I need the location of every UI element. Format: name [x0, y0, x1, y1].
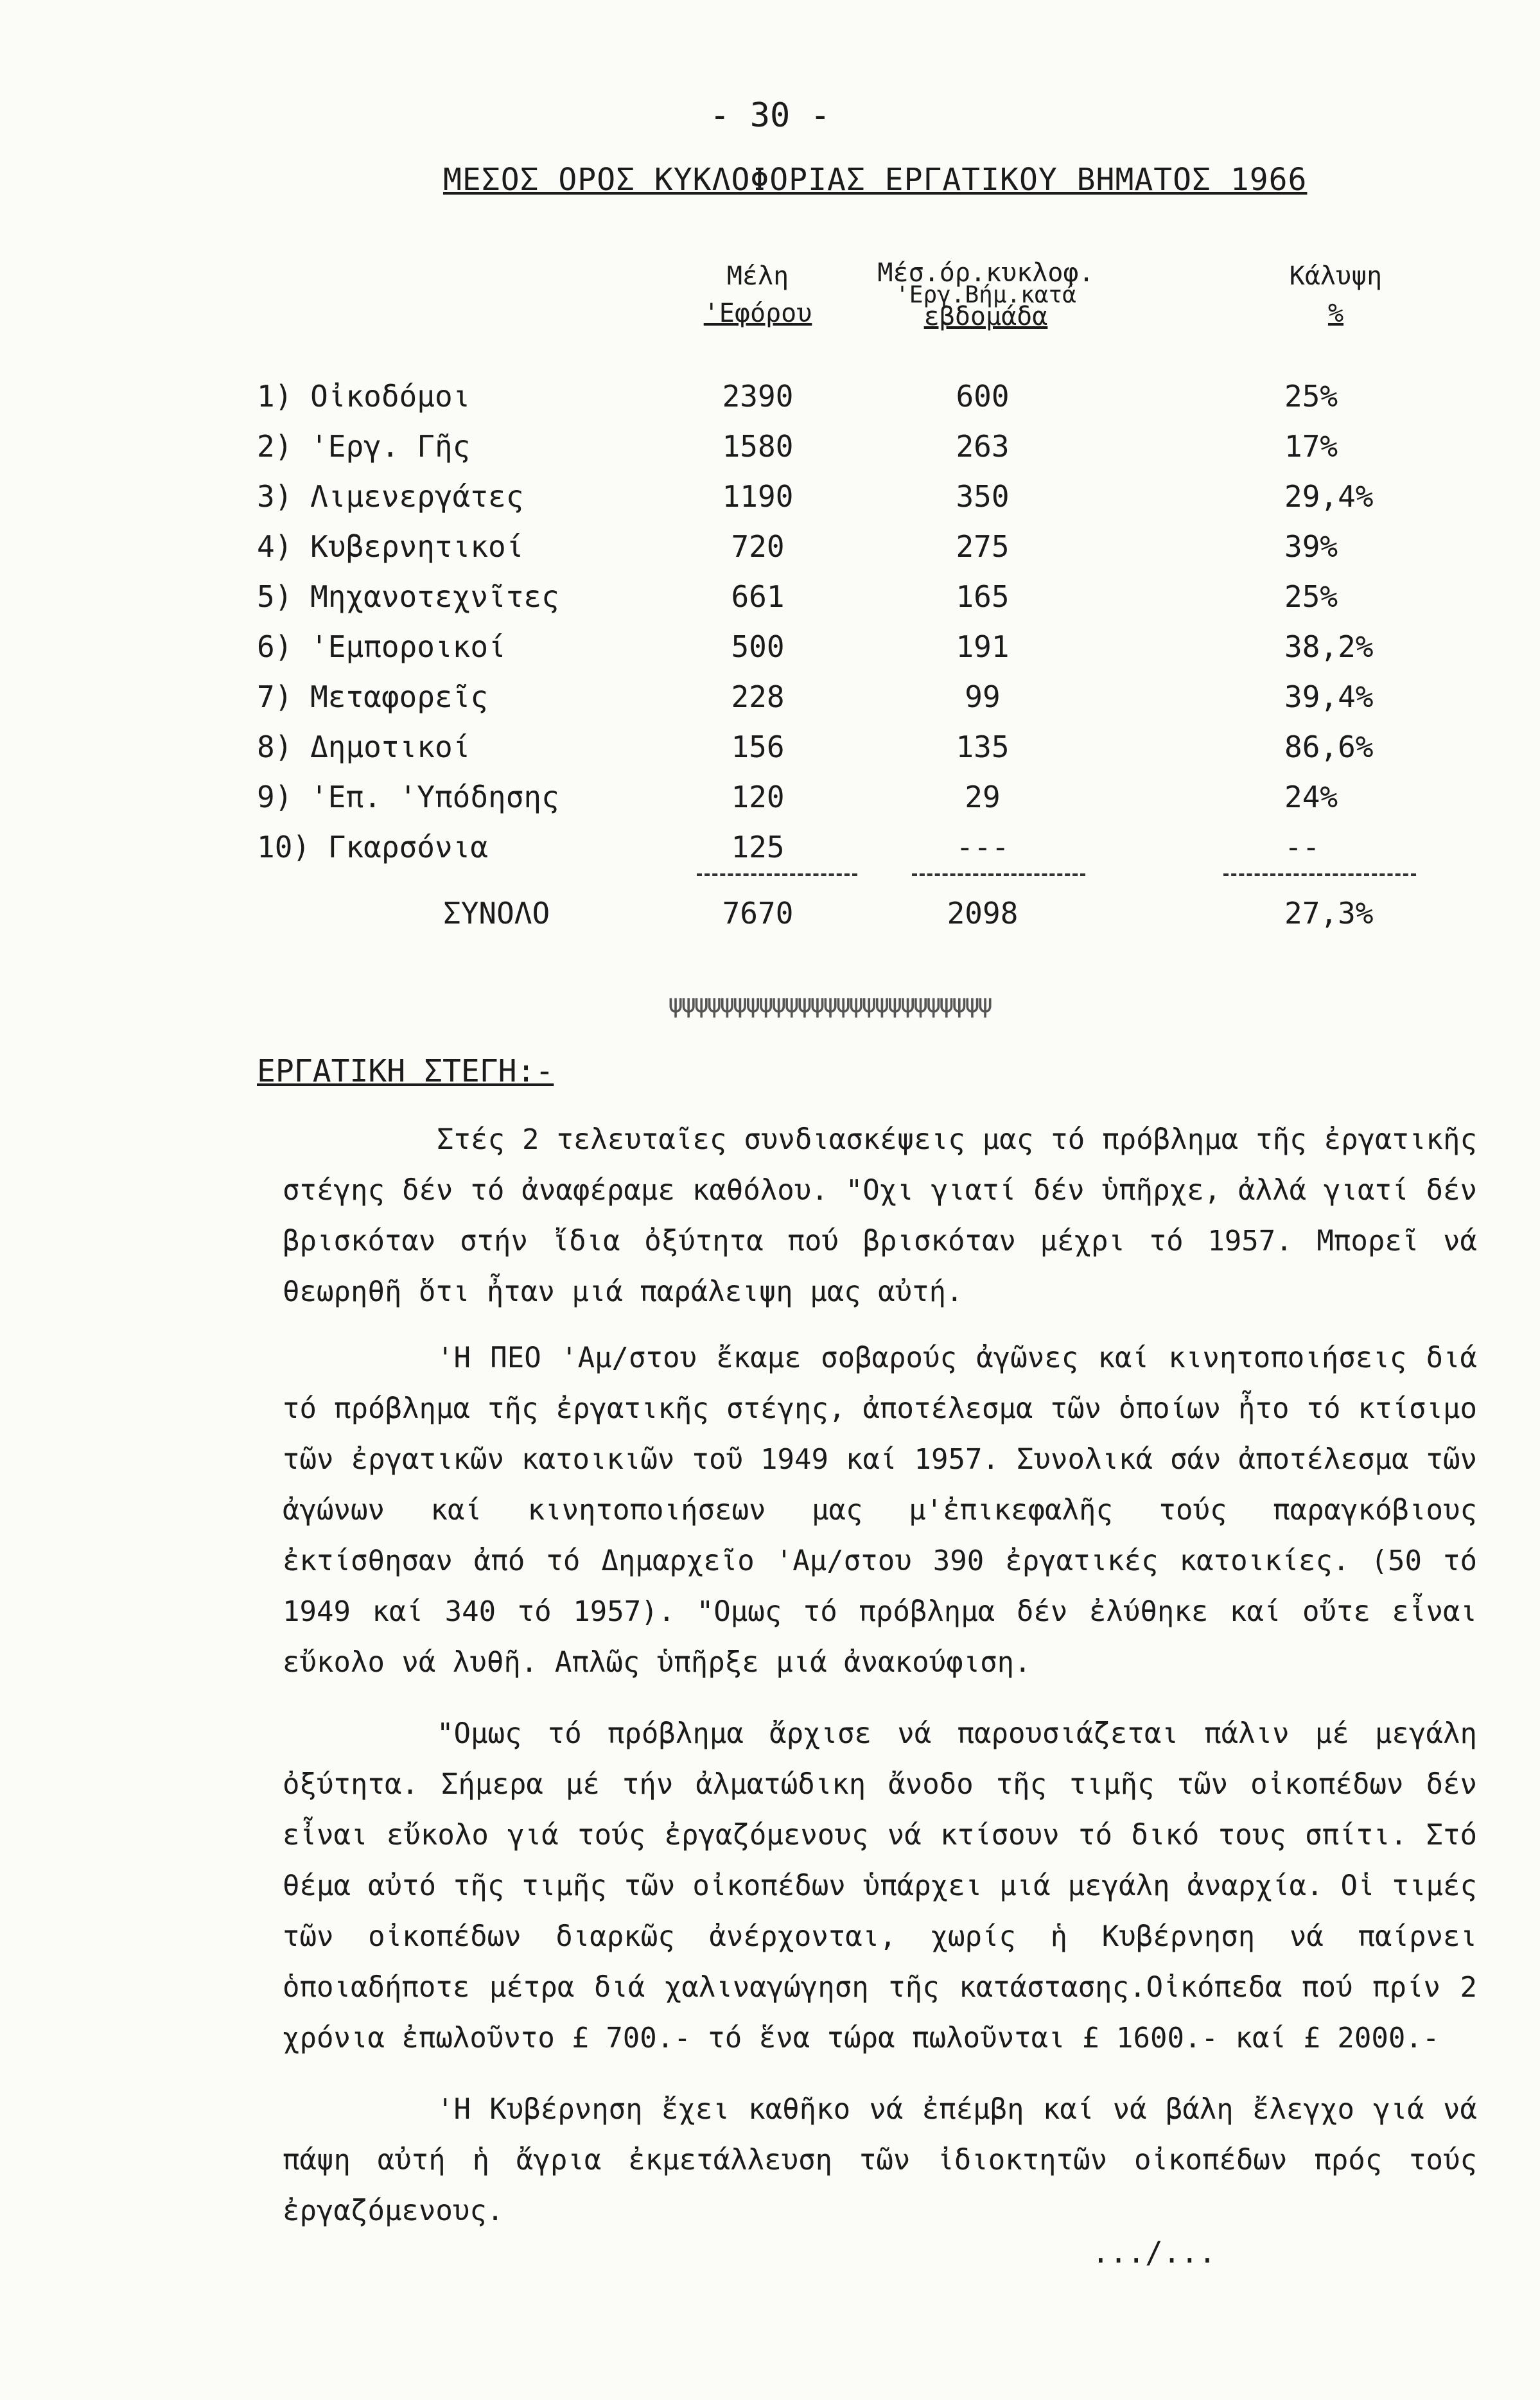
paragraph [283, 1333, 1477, 1688]
table-row [0, 629, 1540, 679]
row-average: 165 [956, 579, 1010, 614]
total-coverage: 27,3% [1284, 896, 1374, 931]
row-name: 8) Δημοτικοί [257, 730, 471, 764]
table-row [0, 429, 1540, 479]
table-row [0, 730, 1540, 780]
paragraph [283, 1708, 1477, 2063]
row-average: 135 [956, 730, 1010, 764]
row-members: 2390 [722, 379, 794, 414]
row-average: 600 [956, 379, 1010, 414]
row-name: 1) Οἰκοδόμοι [257, 379, 471, 414]
row-average: 275 [956, 529, 1010, 564]
table-row [0, 830, 1540, 880]
row-name: 7) Μεταφορεῖς [257, 679, 489, 714]
row-members: 500 [731, 629, 785, 664]
table-row [0, 780, 1540, 830]
total-rule-members [697, 873, 857, 876]
row-average: 263 [956, 429, 1010, 464]
row-members: 120 [731, 780, 785, 814]
row-name: 9) 'Επ. 'Υπόδησης [257, 780, 559, 814]
row-average: --- [956, 830, 1010, 864]
row-name: 2) 'Εργ. Γῆς [257, 429, 471, 464]
header-coverage [1239, 263, 1432, 326]
paragraph-text: 'Η ΠΕΟ 'Αμ/στου ἔκαμε σοβαρούς ἀγῶνες καί κινητοποιήσεις διά τό πρόβλημα τῆς ἐργατικῆς στέγης, ἀποτέλεσμα τῶν ὁποίων ἦτο τό κτίσιμο τῶν ἐργατικῶν κατοικιῶν τοῦ 1949 καί 1957. Συνολικά σάν ἀποτέλεσμα τῶν ἀγώνων καί κινητοποιήσεων μας μ'ἐπικεφαλῆς τούς παραγκόβιους ἐκτίσθησαν ἀπό τό Δημαρχεῖο 'Αμ/στου 390 ἐργατικές κατοικίες. (50 τό 1949 καί 340 τό 1957). "Ομως τό πρόβλημα δέν ἐλύθηκε καί οὔτε εἶναι εὔκολο νά λυθῆ. Απλῶς ὑπῆρξε μιά ἀνακούφιση. [283, 1342, 1477, 1679]
total-rule-average [912, 873, 1085, 876]
row-members: 156 [731, 730, 785, 764]
header-average-line2: 'Εργ.Βήμ.κατά [895, 282, 1076, 308]
total-rule-coverage [1223, 873, 1416, 876]
paragraph [283, 2084, 1477, 2236]
row-members: 1190 [722, 479, 794, 514]
row-average: 191 [956, 629, 1010, 664]
total-members: 7670 [722, 896, 794, 931]
row-members: 1580 [722, 429, 794, 464]
header-coverage-line2: % [1327, 299, 1344, 328]
row-coverage: 29,4% [1284, 479, 1374, 514]
header-coverage-line1: Κάλυψη [1289, 261, 1383, 291]
row-average: 350 [956, 479, 1010, 514]
row-coverage: 39% [1284, 529, 1338, 564]
row-coverage: 25% [1284, 379, 1338, 414]
table-row [0, 679, 1540, 730]
header-average [844, 258, 1127, 331]
header-members [687, 263, 828, 326]
table-title: ΜΕΣΟΣ ΟΡΟΣ ΚΥΚΛΟΦΟΡΙΑΣ ΕΡΓΑΤΙΚΟΥ ΒΗΜΑΤΟΣ 1966 [443, 162, 1308, 198]
row-coverage: 86,6% [1284, 730, 1374, 764]
row-average: 29 [965, 780, 1001, 814]
paragraph [283, 1114, 1477, 1317]
header-average-line1: Μέσ.όρ.κυκλοφ. [877, 258, 1094, 288]
row-coverage: 24% [1284, 780, 1338, 814]
row-members: 125 [731, 830, 785, 864]
row-average: 99 [965, 679, 1001, 714]
decorative-separator: ψψψψψψψψψψψψψψψψψψψψψψψψψ [668, 989, 991, 1019]
paragraph-text: Στές 2 τελευταῖες συνδιασκέψεις μας τό πρόβλημα τῆς ἐργατικῆς στέγης δέν τό ἀναφέραμε καθόλου. "Οχι γιατί δέν ὑπῆρχε, ἀλλά γιατί δέν βρισκόταν στήν ἴδια ὀξύτητα πού βρισκόταν μέχρι τό 1957. Μπορεῖ νά θεωρηθῆ ὅτι ἦταν μιά παράλειψη μας αὐτή. [283, 1123, 1477, 1308]
row-coverage: 25% [1284, 579, 1338, 614]
paragraph-text: "Ομως τό πρόβλημα ἄρχισε νά παρουσιάζεται πάλιν μέ μεγάλη ὀξύτητα. Σήμερα μέ τήν ἀλματώδικη ἄνοδο τῆς τιμῆς τῶν οἰκοπέδων δέν εἶναι εὔκολο γιά τούς ἐργαζόμενους νά κτίσουν τό δικό τους σπίτι. Στό θέμα αὐτό τῆς τιμῆς τῶν οἰκοπέδων ὑπάρχει μιά μεγάλη ἀναρχία. Οἱ τιμές τῶν οἰκοπέδων διαρκῶς ἀνέρχονται, χωρίς ἡ Κυβέρνηση νά παίρνει ὁποιαδήποτε μέτρα διά χαλιναγώγηση τῆς κατάστασης.Οἰκόπεδα πού πρίν 2 χρόνια ἐπωλοῦντο £ 700.- τό ἕνα τώρα πωλοῦνται £ 1600.- καί £ 2000.- [283, 1717, 1477, 2054]
continuation-mark: .../... [1092, 2235, 1216, 2270]
header-members-line2: 'Εφόρου [703, 299, 812, 328]
row-name: 4) Κυβερνητικοί [257, 529, 524, 564]
paragraph-text: 'Η Κυβέρνηση ἔχει καθῆκο νά ἐπέμβη καί νά βάλη ἔλεγχο γιά νά πάψη αὐτή ἡ ἄγρια ἐκμετάλλευση τῶν ἰδιοκτητῶν οἰκοπέδων πρός τούς ἐργαζόμενους. [283, 2093, 1477, 2227]
row-name: 3) Λιμενεργάτες [257, 479, 524, 514]
row-coverage: 38,2% [1284, 629, 1374, 664]
table-row [0, 529, 1540, 579]
total-average: 2098 [947, 896, 1019, 931]
section-heading: ΕΡΓΑΤΙΚΗ ΣΤΕΓΗ:- [257, 1053, 554, 1089]
row-name: 10) Γκαρσόνια [257, 830, 489, 864]
total-label: ΣΥΝΟΛΟ [443, 896, 550, 931]
header-members-line1: Μέλη [726, 261, 789, 291]
table-row [0, 579, 1540, 629]
table-row [0, 379, 1540, 429]
row-members: 661 [731, 579, 785, 614]
row-members: 720 [731, 529, 785, 564]
row-members: 228 [731, 679, 785, 714]
row-coverage: 39,4% [1284, 679, 1374, 714]
row-coverage: 17% [1284, 429, 1338, 464]
row-coverage: -- [1284, 830, 1320, 864]
table-row [0, 479, 1540, 529]
header-average-line3: εβδομάδα [923, 302, 1048, 331]
row-name: 6) 'Εμποροικοί [257, 629, 506, 664]
row-name: 5) Μηχανοτεχνῖτες [257, 579, 559, 614]
page-number: - 30 - [710, 96, 830, 135]
